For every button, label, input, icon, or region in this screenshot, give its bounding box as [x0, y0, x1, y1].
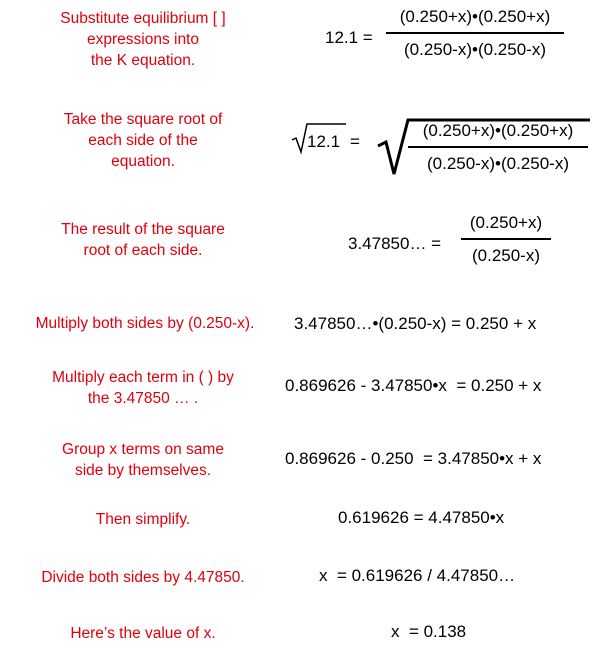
step-9-equation: x = 0.138: [391, 622, 467, 641]
step-6-equation: 0.869626 - 0.250 = 3.47850•x + x: [285, 449, 542, 468]
step-3-lhs: 3.47850… =: [348, 234, 442, 253]
step-8-label: Divide both sides by 4.47850.: [41, 569, 245, 586]
step-1-label: Substitute equilibrium [ ] expressions into the K equation.: [60, 10, 226, 69]
step-7-label: Then simplify.: [95, 511, 191, 528]
step-3-label: The result of the square root of each side.: [61, 221, 225, 259]
step-6-label: Group x terms on same side by themselves.: [62, 441, 224, 479]
step-2-denominator: (0.250-x)•(0.250-x): [426, 154, 569, 173]
fraction-bar: [408, 146, 588, 148]
step-5-label: Multiply each term in ( ) by the 3.47850 … .: [52, 369, 234, 407]
step-8-equation: x = 0.619626 / 4.47850…: [319, 566, 516, 585]
step-3-fraction: [461, 213, 551, 266]
fraction-bar: [461, 238, 551, 240]
step-7-equation: 0.619626 = 4.47850•x: [338, 508, 505, 527]
step-1-fraction: [386, 7, 564, 60]
step-1-denominator: (0.250-x)•(0.250-x): [403, 40, 546, 59]
step-3-numerator: (0.250+x): [469, 213, 543, 232]
step-2-label: Take the square root of each side of the equation.: [63, 111, 223, 170]
step-4-label: Multiply both sides by (0.250-x).: [35, 315, 255, 332]
step-1-numerator: (0.250+x)•(0.250+x): [399, 7, 551, 26]
step-1-lhs: 12.1 =: [325, 28, 373, 47]
step-2-equals: =: [350, 132, 360, 151]
step-2-fraction: [408, 121, 588, 174]
step-2-radicand-left: 12.1: [307, 132, 341, 151]
fraction-bar: [386, 32, 564, 34]
step-3-denominator: (0.250-x): [471, 246, 541, 265]
step-4-equation: 3.47850…•(0.250-x) = 0.250 + x: [294, 314, 537, 333]
step-5-equation: 0.869626 - 3.47850•x = 0.250 + x: [285, 376, 542, 395]
step-2-numerator: (0.250+x)•(0.250+x): [422, 121, 574, 140]
step-9-label: Here’s the value of x.: [70, 625, 216, 642]
